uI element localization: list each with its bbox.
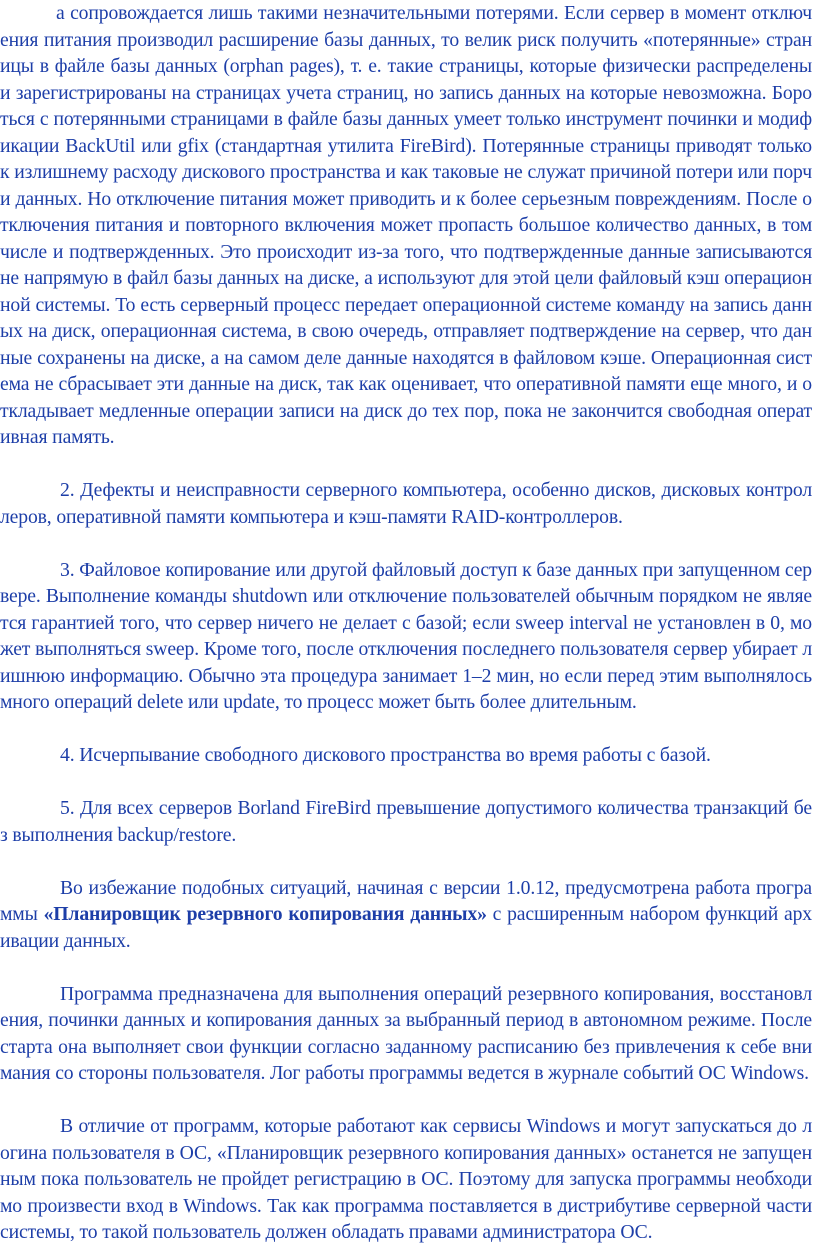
paragraph-windows-login: В отличие от программ, которые работают как сервисы Windows и могут запускаться до логина пользователя в ОС, «Планировщик резервного копирования данных» останется не запущенным пока пользователь не пройдет регистрацию в ОС. Поэтому для запуска программы необходимо произвести вход в Windows. Так как программа поставляется в дистрибутиве серверной части системы, то такой пользователь должен обладать правами администратора ОС. xyxy=(0,1115,812,1243)
paragraph-program-purpose: Программа предназначена для выполнения операций резервного копирования, восстановления, починки данных и копирования данных за выбранный период в автономном режиме. После старта она выполняет свои функции согласно заданному расписанию без привлечения к себе внимания со стороны пользователя. Лог работы программы ведется в журнале событий ОС Windows. xyxy=(0,982,812,1084)
paragraph-file-copying: 3. Файловое копирование или другой файловый доступ к базе данных при запущенном сервере. Выполнение команды shutdown или отключение пользователей обычным порядком не является гарантией того, что сервер ничего не делает с базой; если sweep interval не установлен в 0, может выполняться sweep. Кроме того, после отключения последнего пользователя сервер убирает лишнюю информацию. Обычно эта процедура занимает 1–2 мин, но если перед этим выполнялось много операций delete или update, то процесс может быть более длительным. xyxy=(0,558,812,713)
scheduler-program-name: «Планировщик резервного копирования данных» xyxy=(43,903,487,925)
scheduler-intro-text-start: Во избежание подобных ситуаций, начиная с версии 1.0.12, предусмотрена работа программы xyxy=(0,876,812,925)
paragraph-hardware-defects: 2. Дефекты и неисправности серверного компьютера, особенно дисков, дисковых контроллеров, оперативной памяти компьютера и кэш-памяти RAID-контроллеров. xyxy=(0,479,812,528)
scheduler-intro-text-end: с расширенным набором функций архивации данных. xyxy=(0,903,812,952)
paragraph-disk-space: 4. Исчерпывание свободного дискового пространства во время работы с базой. xyxy=(60,744,711,766)
paragraph-power-loss: а сопровождается лишь такими незначительными потерями. Если сервер в момент отключения питания производил расширение базы данных, то велик риск получить «потерянные» страницы в файле базы данных (orphan pages), т. е. такие страницы, которые физически распределены и зарегистрированы на страницах учета страниц, но запись данных на которые невозможна. Бороться с потерянными страницами в файле базы данных умеет только инструмент починки и модификации BackUtil или gfix (стандартная утилита FireBird). Потерянные страницы приводят только к излишнему расходу дискового пространства и как таковые не служат причиной потери или порчи данных. Но отключение питания может приводить и к более серьезным повреждениям. После отключения питания и повторного включения может пропасть большое количество данных, в том числе и подтвержденных. Это происходит из-за того, что подтвержденные данные записываются не напрямую в файл базы данных на диске, а используют для этой цели файловый кэш операционной системы. То есть серверный процесс передает операционной системе команду на запись данных на диск, операционная система, в свою очередь, отправляет подтверждение на сервер, что данные сохранены на диске, а на самом деле данные находятся в файловом кэше. Операционная система не сбрасывает эти данные на диск, так как оценивает, что оперативной памяти еще много, и откладывает медленные операции записи на диск до тех пор, пока не закончится свободная оперативная память. xyxy=(0,2,812,448)
paragraph-transactions: 5. Для всех серверов Borland FireBird превышение допустимого количества транзакций без выполнения backup/restore. xyxy=(0,797,812,846)
paragraph-scheduler-intro xyxy=(0,875,812,955)
